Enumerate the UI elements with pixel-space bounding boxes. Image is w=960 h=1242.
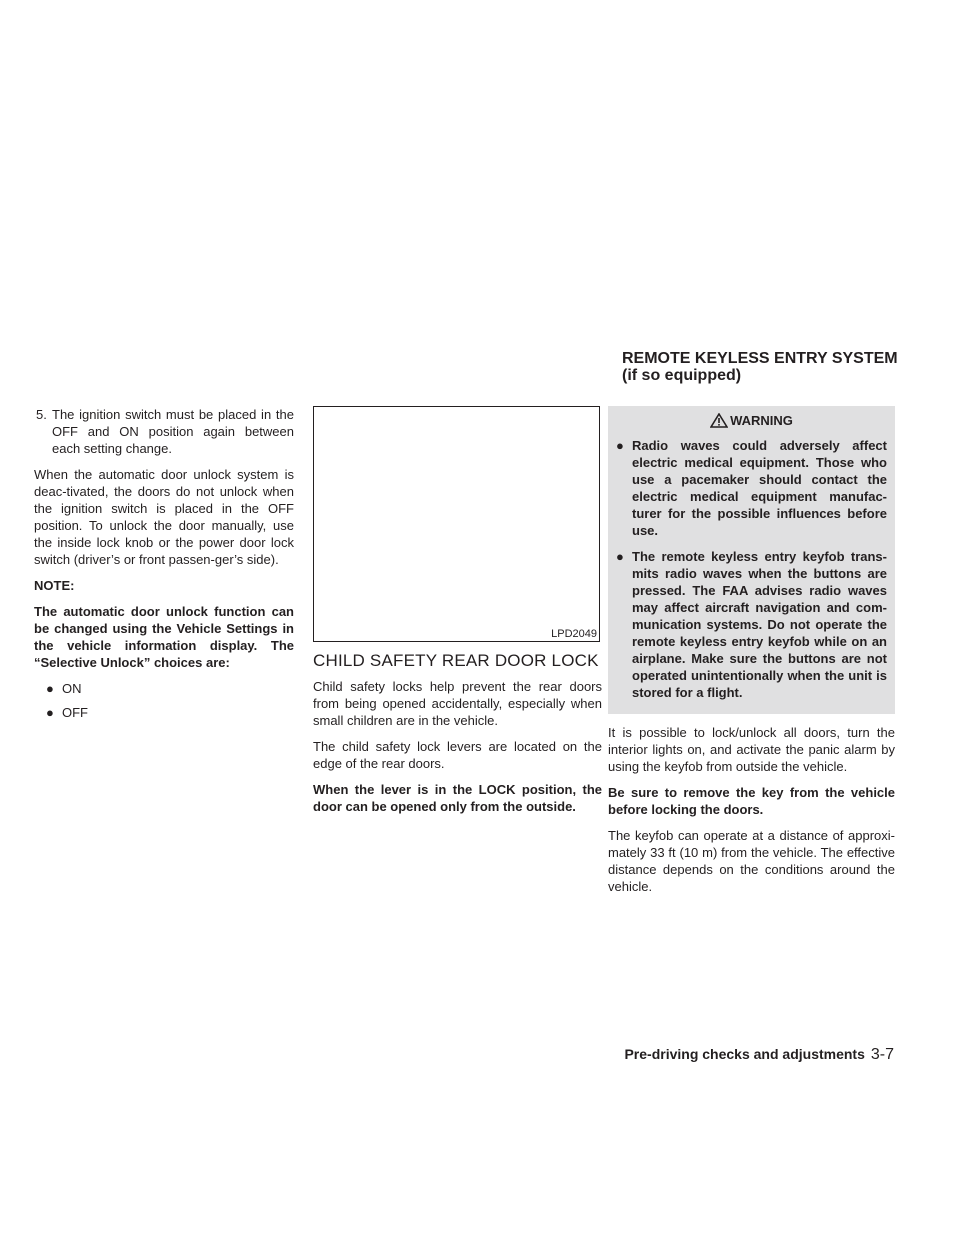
heading-line-1: REMOTE KEYLESS ENTRY SYSTEM [622, 350, 898, 367]
list-item [616, 437, 887, 539]
paragraph-keyfob-range: The keyfob can operate at a distance of approxi-mately 33 ft (10 m) from the vehicle. The effective distance depends on the conditions around the vehicle. [608, 828, 895, 894]
warning-box [608, 406, 895, 714]
paragraph-lock-position: When the lever is in the LOCK position, the door can be opened only from the outside. [313, 782, 602, 814]
list-item [616, 548, 887, 701]
warning-title: WARNING [730, 413, 793, 428]
section-heading-remote-keyless [622, 350, 922, 384]
warning-triangle-icon [710, 413, 728, 428]
note-text: The automatic door unlock function can be changed using the Vehicle Settings in the vehicle information display. The “Selective Unlock” choices are: [34, 604, 294, 670]
bullet-icon: ● [46, 681, 54, 696]
option-label: ON [62, 681, 82, 696]
bullet-icon: ● [46, 705, 54, 720]
option-label: OFF [62, 705, 88, 720]
paragraph-deactivated: When the automatic door unlock system is deac-tivated, the doors do not unlock when the ignition switch is placed in the OFF position. To unlock the door manually, use the inside lock knob or the power door lock switch (driver’s or front passen-ger’s side). [34, 467, 294, 567]
section-heading-child-safety: CHILD SAFETY REAR DOOR LOCK [313, 651, 599, 670]
page-number: 3-7 [870, 1046, 894, 1063]
selective-unlock-options [34, 680, 294, 721]
footer-section-title: Pre-driving checks and adjustments [624, 1046, 865, 1062]
step-5 [34, 406, 294, 457]
paragraph-child-locks: Child safety locks help prevent the rear doors from being opened accidentally, especially when small children are in the vehicle. [313, 679, 602, 728]
warning-header [616, 412, 887, 429]
page-footer [624, 1046, 894, 1064]
column-middle [313, 406, 602, 824]
warning-list [616, 437, 887, 701]
bullet-icon: ● [616, 549, 624, 564]
paragraph-lever-location: The child safety lock levers are located on the edge of the rear doors. [313, 739, 602, 771]
list-item [46, 704, 294, 721]
figure-code: LPD2049 [551, 628, 597, 640]
list-item [46, 680, 294, 697]
bullet-icon: ● [616, 438, 624, 453]
note-label: NOTE: [34, 578, 75, 593]
figure-child-lock [313, 406, 600, 642]
paragraph-keyfob-functions: It is possible to lock/unlock all doors, turn the interior lights on, and activate the panic alarm by using the keyfob from outside the vehicle. [608, 725, 895, 774]
heading-line-2: (if so equipped) [622, 367, 742, 384]
column-right [608, 406, 895, 904]
column-left [34, 406, 294, 728]
step-text: The ignition switch must be placed in the OFF and ON position again between each setting change. [52, 407, 294, 456]
step-number: 5. [36, 407, 47, 422]
warning-text: Radio waves could adversely affect electric medical equipment. Those who use a pacemaker should contact the electric medical equipment manufac-turer for the possible influences before use. [632, 438, 887, 538]
warning-text: The remote keyless entry keyfob trans-mits radio waves when the buttons are pressed. The FAA advises radio waves may affect aircraft navigation and com-munication systems. Do not operate the remote keyless entry keyfob while on an airplane. Make sure the buttons are not operated unintentionally when the unit is stored for a flight. [632, 549, 887, 700]
paragraph-remove-key: Be sure to remove the key from the vehicle before locking the doors. [608, 785, 895, 817]
